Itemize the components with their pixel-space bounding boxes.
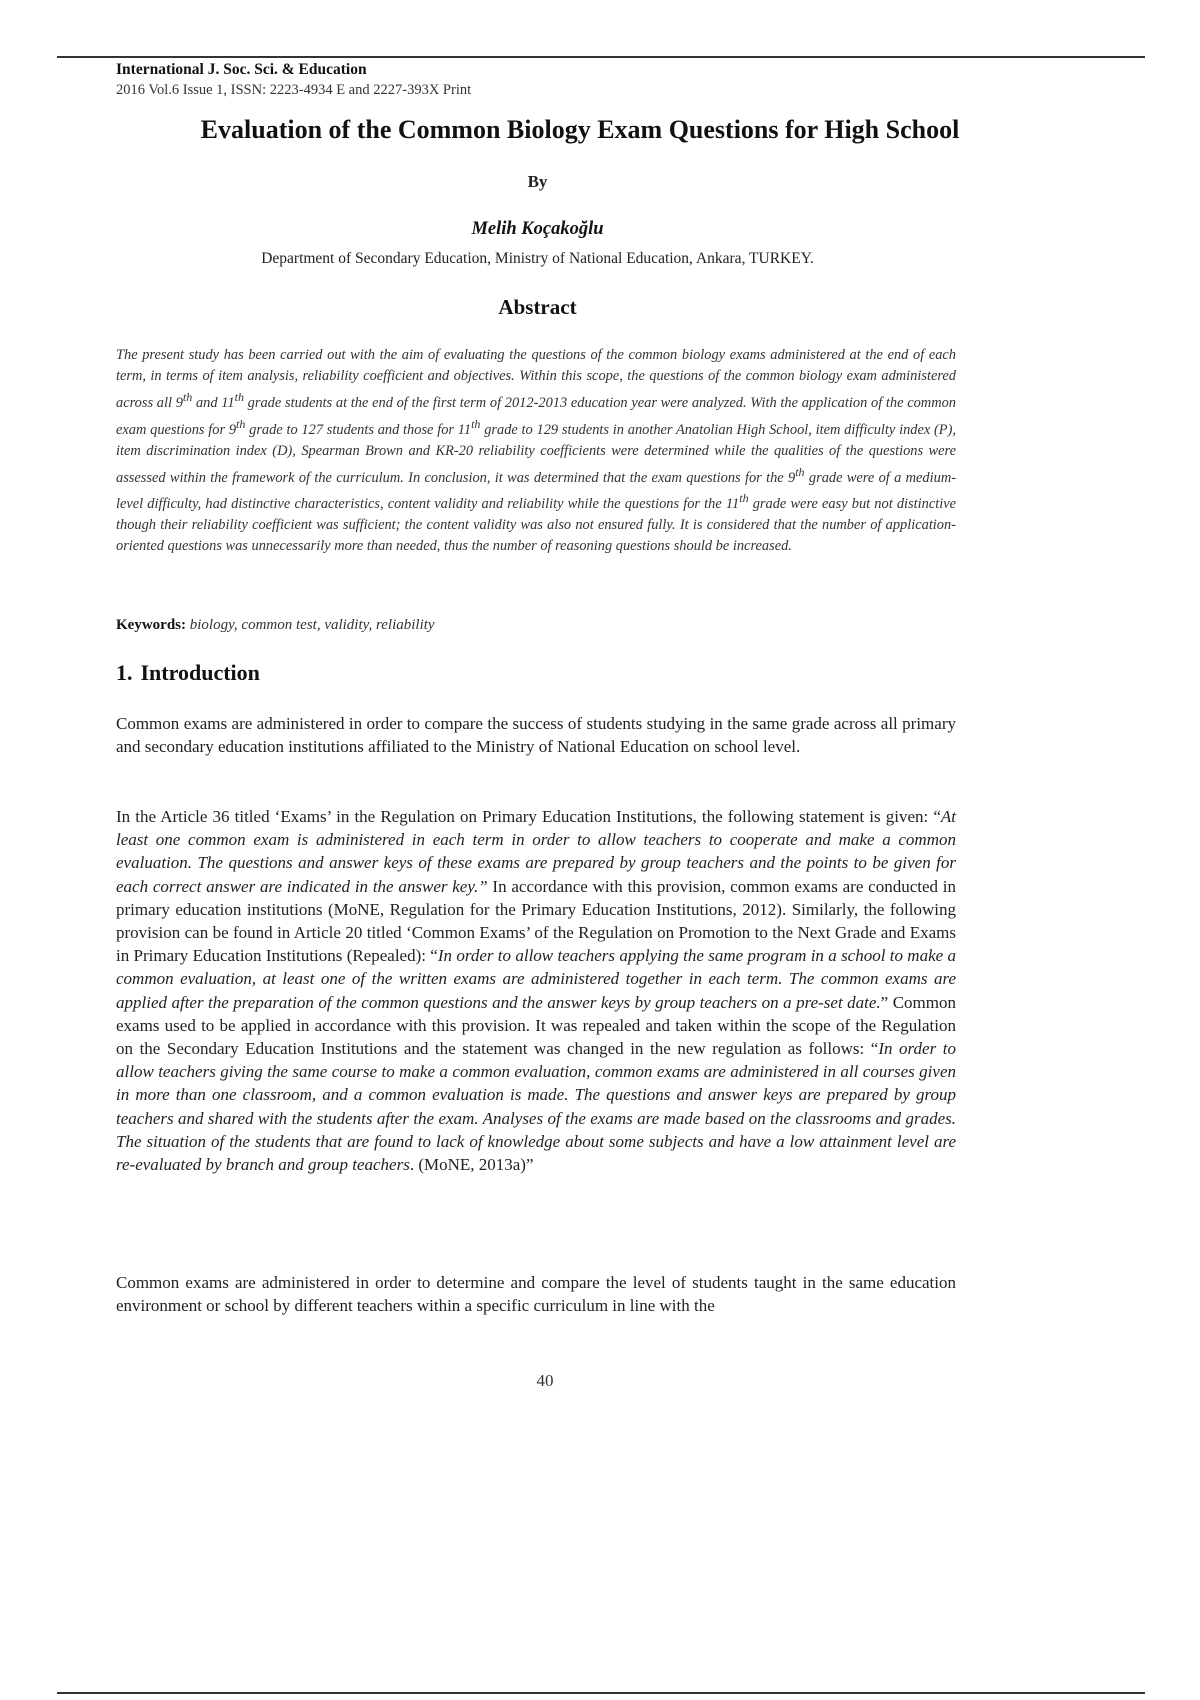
by-line: By [527, 172, 548, 191]
journal-header [116, 59, 471, 101]
abstract-text: The present study has been carried out with the aim of evaluating the questions of the common biology exams administered at the end of each term, in terms of item analysis, reliability coefficient and objectives. Within this scope, the questions of the common biology exam administered across all 9th and 11th grade students at the end of the first term of 2012-2013 education year were analyzed. With the application of the common exam questions for 9th grade to 127 students and those for 11th grade to 129 students in another Anatolian High School, item difficulty index (P), item discrimination index (D), Spearman Brown and KR-20 reliability coefficients were determined while the qualities of the questions were assessed within the framework of the curriculum. In conclusion, it was determined that the exam questions for the 9th grade were of a medium-level difficulty, had distinctive characteristics, content validity and reliability while the questions for the 11th grade were easy but not distinctive though their reliability coefficient was sufficient; the content validity was also not ensured fully. It is considered that the number of application-oriented questions was unnecessarily more than needed, thus the number of reasoning questions should be increased. [116, 347, 957, 555]
header-rule [57, 56, 1145, 58]
intro-paragraph-2: In the Article 36 titled ‘Exams’ in the Regulation on Primary Education Institutions, the following statement is given: “At least one common exam is administered in each term in order to allow teachers to cooperate and make a common evaluation. The questions and answer keys of these exams are prepared by group teachers and the points to be given for each correct answer are indicated in the answer key.” In accordance with this provision, common exams are conducted in primary education institutions (MoNE, Regulation for the Primary Education Institutions, 2012). Similarly, the following provision can be found in Article 20 titled ‘Common Exams’ of the Regulation on Promotion to the Next Grade and Exams in Primary Education Institutions (Repealed): “In order to allow teachers applying the same program in a school to make a common evaluation, at least one of the written exams are administered together in each term. The common exams are applied after the preparation of the common questions and the answer keys by group teachers on a pre-set date.” Common exams used to be applied in accordance with this provision. It was repealed and taken within the scope of the Regulation on the Secondary Education Institutions and the statement was changed in the new regulation as follows: “In order to allow teachers giving the same course to make a common evaluation, common exams are administered in all courses given in more than one classroom, and a common evaluation is made. The questions and answer keys are prepared by group teachers and shared with the students after the exam. Analyses of the exams are made based on the classrooms and grades. The situation of the students that are found to lack of knowledge about some subjects and have a low attainment level are re-evaluated by branch and group teachers. (MoNE, 2013a)” [116, 807, 957, 1175]
abstract-heading: Abstract [498, 295, 577, 319]
paper-title: Evaluation of the Common Biology Exam Questions for High School [200, 115, 960, 144]
intro-paragraph-3: Common exams are administered in order to determine and compare the level of students taught in the same education environment or school by different teachers within a specific curriculum in line with the [116, 1273, 956, 1316]
keywords [116, 617, 435, 634]
author-name: Melih Koçakoğlu [471, 219, 604, 239]
section-heading-introduction [116, 660, 260, 686]
page-number: 40 [536, 1371, 554, 1390]
intro-paragraph-1: Common exams are administered in order to compare the success of students studying in the same grade across all primary and secondary education institutions affiliated to the Ministry of National Education on school level. [116, 714, 956, 757]
journal-info: 2016 Vol.6 Issue 1, ISSN: 2223-4934 E and 2227-393X Print [116, 82, 472, 98]
journal-name: International J. Soc. Sci. & Education [116, 61, 367, 78]
author-affiliation: Department of Secondary Education, Ministry of National Education, Ankara, TURKEY. [261, 250, 814, 267]
section-number: 1. [116, 660, 133, 685]
keywords-label: Keywords: [116, 617, 186, 633]
section-title: Introduction [140, 660, 260, 685]
keywords-values: biology, common test, validity, reliability [189, 617, 435, 633]
footer-rule [57, 1692, 1145, 1694]
